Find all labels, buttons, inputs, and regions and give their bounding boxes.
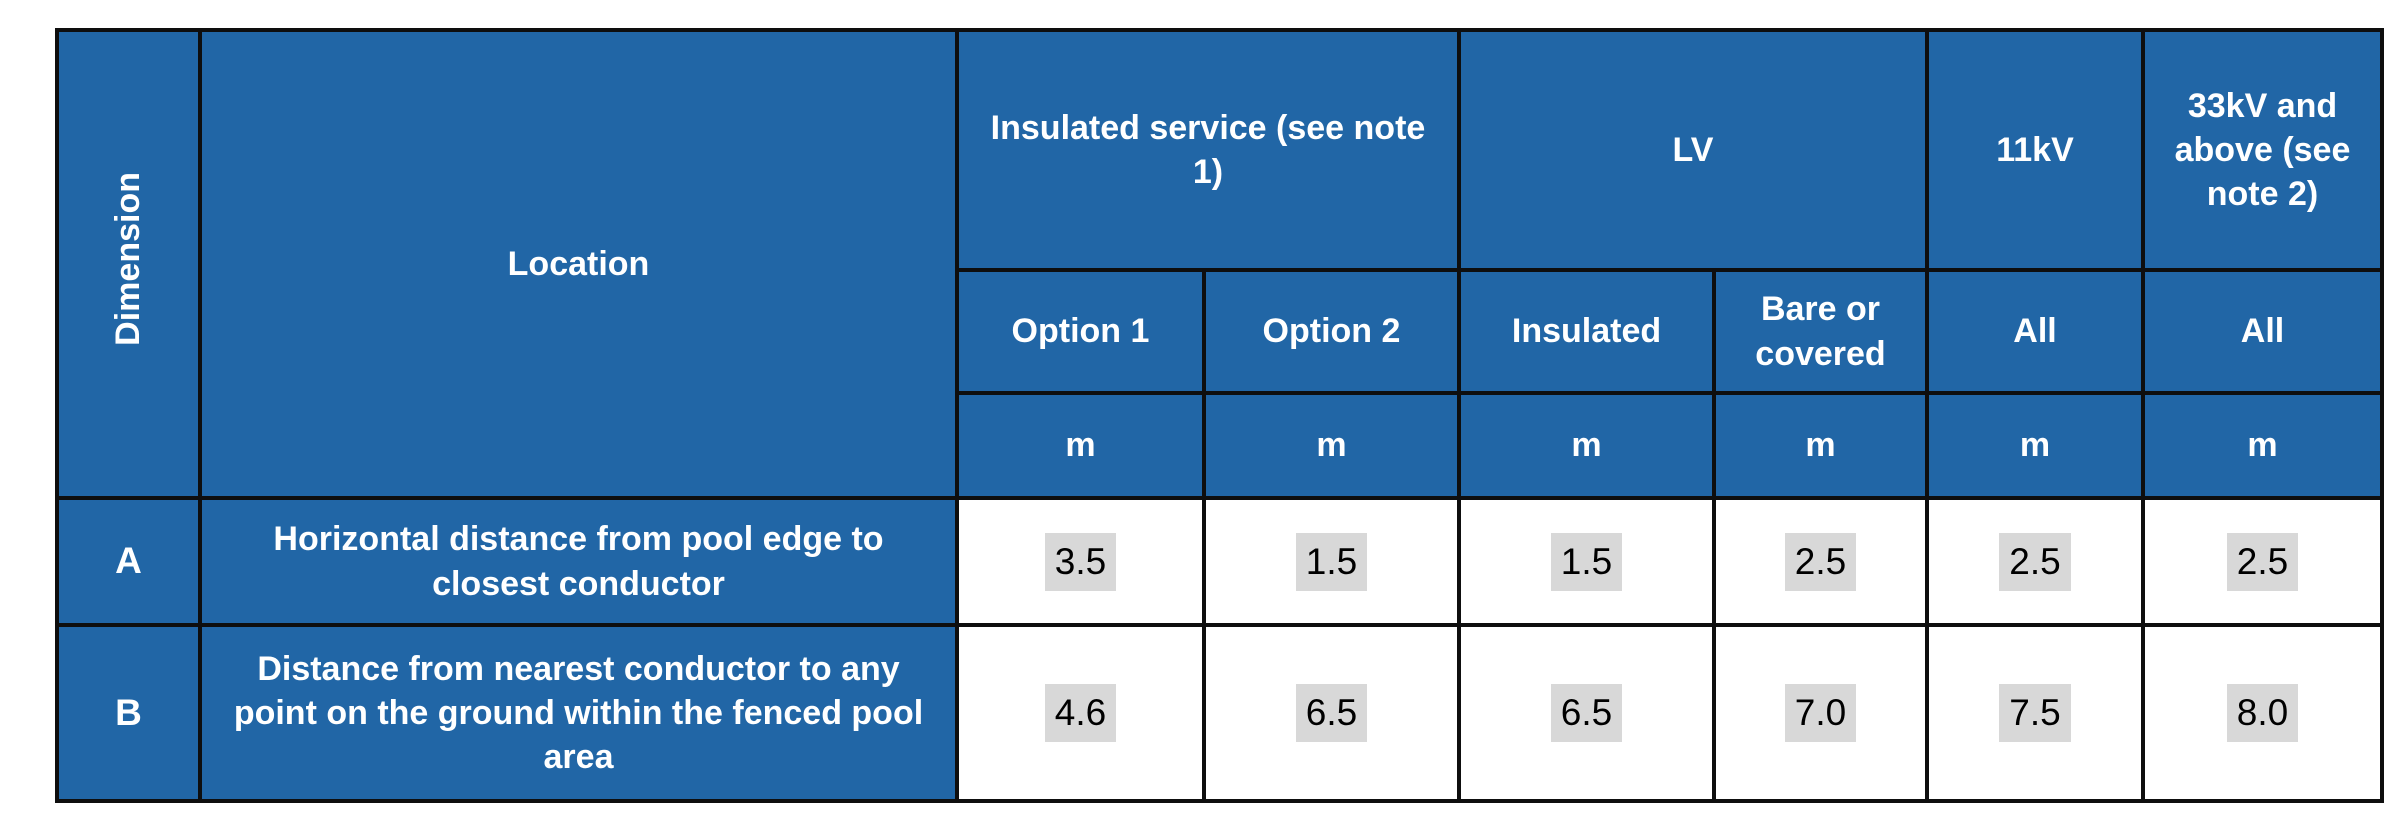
value-cell bbox=[2143, 625, 2382, 801]
group-header-insulated-service: Insulated service (see note 1) bbox=[957, 30, 1459, 270]
unit-cell: m bbox=[2143, 393, 2382, 498]
table-row-b bbox=[57, 625, 2382, 801]
group-header-row bbox=[57, 30, 2382, 270]
highlighted-value: 1.5 bbox=[1551, 533, 1622, 591]
highlighted-value: 3.5 bbox=[1045, 533, 1116, 591]
highlighted-value: 4.6 bbox=[1045, 684, 1116, 742]
highlighted-value: 2.5 bbox=[1999, 533, 2070, 591]
value-cell bbox=[1714, 498, 1927, 625]
row-b-location-label: Distance from nearest conductor to any point on the ground within the fenced pool area bbox=[200, 625, 957, 801]
dimension-column-header-label: Dimension bbox=[109, 171, 148, 346]
value-cell bbox=[1459, 625, 1714, 801]
value-cell bbox=[1714, 625, 1927, 801]
value-cell bbox=[1204, 498, 1459, 625]
value-cell bbox=[957, 498, 1204, 625]
row-a-dimension-label: A bbox=[57, 498, 200, 625]
value-cell bbox=[957, 625, 1204, 801]
group-header-11kv: 11kV bbox=[1927, 30, 2143, 270]
value-cell bbox=[1927, 625, 2143, 801]
location-column-header: Location bbox=[200, 30, 957, 498]
highlighted-value: 2.5 bbox=[1785, 533, 1856, 591]
sub-header-insulated: Insulated bbox=[1459, 270, 1714, 393]
unit-cell: m bbox=[957, 393, 1204, 498]
highlighted-value: 8.0 bbox=[2227, 684, 2298, 742]
table-row-a bbox=[57, 498, 2382, 625]
value-cell bbox=[1459, 498, 1714, 625]
row-a-location-label: Horizontal distance from pool edge to closest conductor bbox=[200, 498, 957, 625]
value-cell bbox=[2143, 498, 2382, 625]
sub-header-bare-or-covered: Bare or covered bbox=[1714, 270, 1927, 393]
unit-cell: m bbox=[1204, 393, 1459, 498]
highlighted-value: 1.5 bbox=[1296, 533, 1367, 591]
sub-header-option-2: Option 2 bbox=[1204, 270, 1459, 393]
group-header-lv: LV bbox=[1459, 30, 1927, 270]
unit-cell: m bbox=[1714, 393, 1927, 498]
sub-header-option-1: Option 1 bbox=[957, 270, 1204, 393]
highlighted-value: 6.5 bbox=[1296, 684, 1367, 742]
value-cell bbox=[1204, 625, 1459, 801]
row-b-dimension-label: B bbox=[57, 625, 200, 801]
pool-clearance-table bbox=[55, 28, 2384, 803]
group-header-33kv-and-above: 33kV and above (see note 2) bbox=[2143, 30, 2382, 270]
highlighted-value: 7.0 bbox=[1785, 684, 1856, 742]
dimension-column-header bbox=[57, 30, 200, 498]
sub-header-all-11kv: All bbox=[1927, 270, 2143, 393]
highlighted-value: 6.5 bbox=[1551, 684, 1622, 742]
sub-header-all-33kv: All bbox=[2143, 270, 2382, 393]
value-cell bbox=[1927, 498, 2143, 625]
highlighted-value: 7.5 bbox=[1999, 684, 2070, 742]
highlighted-value: 2.5 bbox=[2227, 533, 2298, 591]
unit-cell: m bbox=[1927, 393, 2143, 498]
unit-cell: m bbox=[1459, 393, 1714, 498]
